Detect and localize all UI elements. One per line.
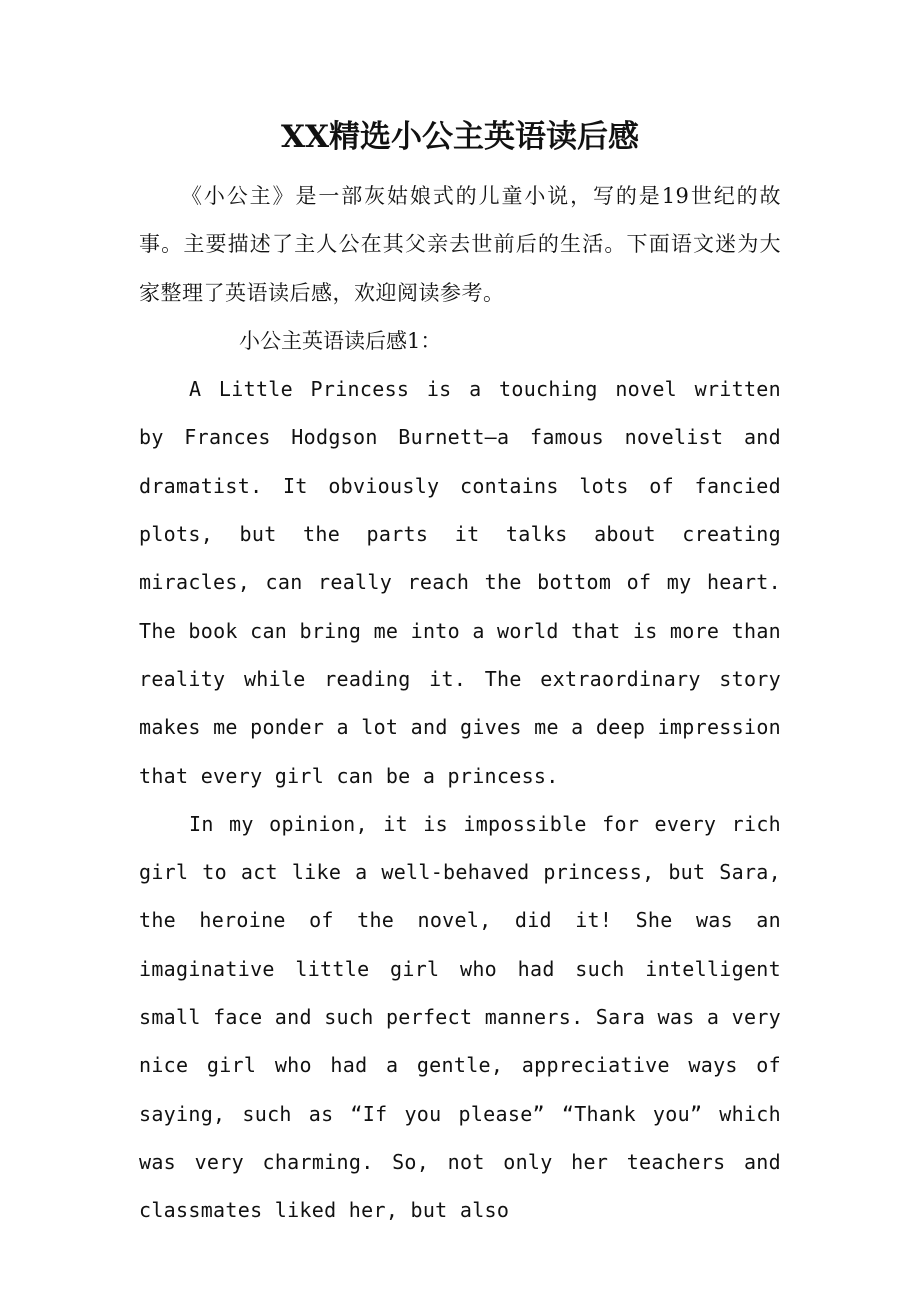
document-title: XX精选小公主英语读后感 (280, 119, 640, 155)
intro-paragraph: 《小公主》是一部灰姑娘式的儿童小说，写的是19世纪的故事。主要描述了主人公在其父亲去世前后的生活。下面语文迷为大家整理了英语读后感，欢迎阅读参考。 (139, 184, 781, 305)
section-heading: 小公主英语读后感1： (239, 328, 442, 353)
body-paragraph-1: A Little Princess is a touching novel written by Frances Hodgson Burnett—a famous novelist and dramatist. It obviously contains lots of fancied plots, but the parts it talks about creating miracles, can really reach the bottom of my heart. The book can bring me into a world that is more than reality while reading it. The extraordinary story makes me ponder a lot and gives me a deep impression that every girl can be a princess. (139, 377, 781, 788)
document-page (139, 112, 781, 1235)
body-paragraph-2: In my opinion, it is impossible for every rich girl to act like a well-behaved princess, but Sara, the heroine of the novel, did it! She was an imaginative little girl who had such intelligent small face and such perfect manners. Sara was a very nice girl who had a gentle, appreciative ways of saying, such as “If you please” “Thank you” which was very charming. So, not only her teachers and classmates liked her, but also (139, 811, 781, 1223)
